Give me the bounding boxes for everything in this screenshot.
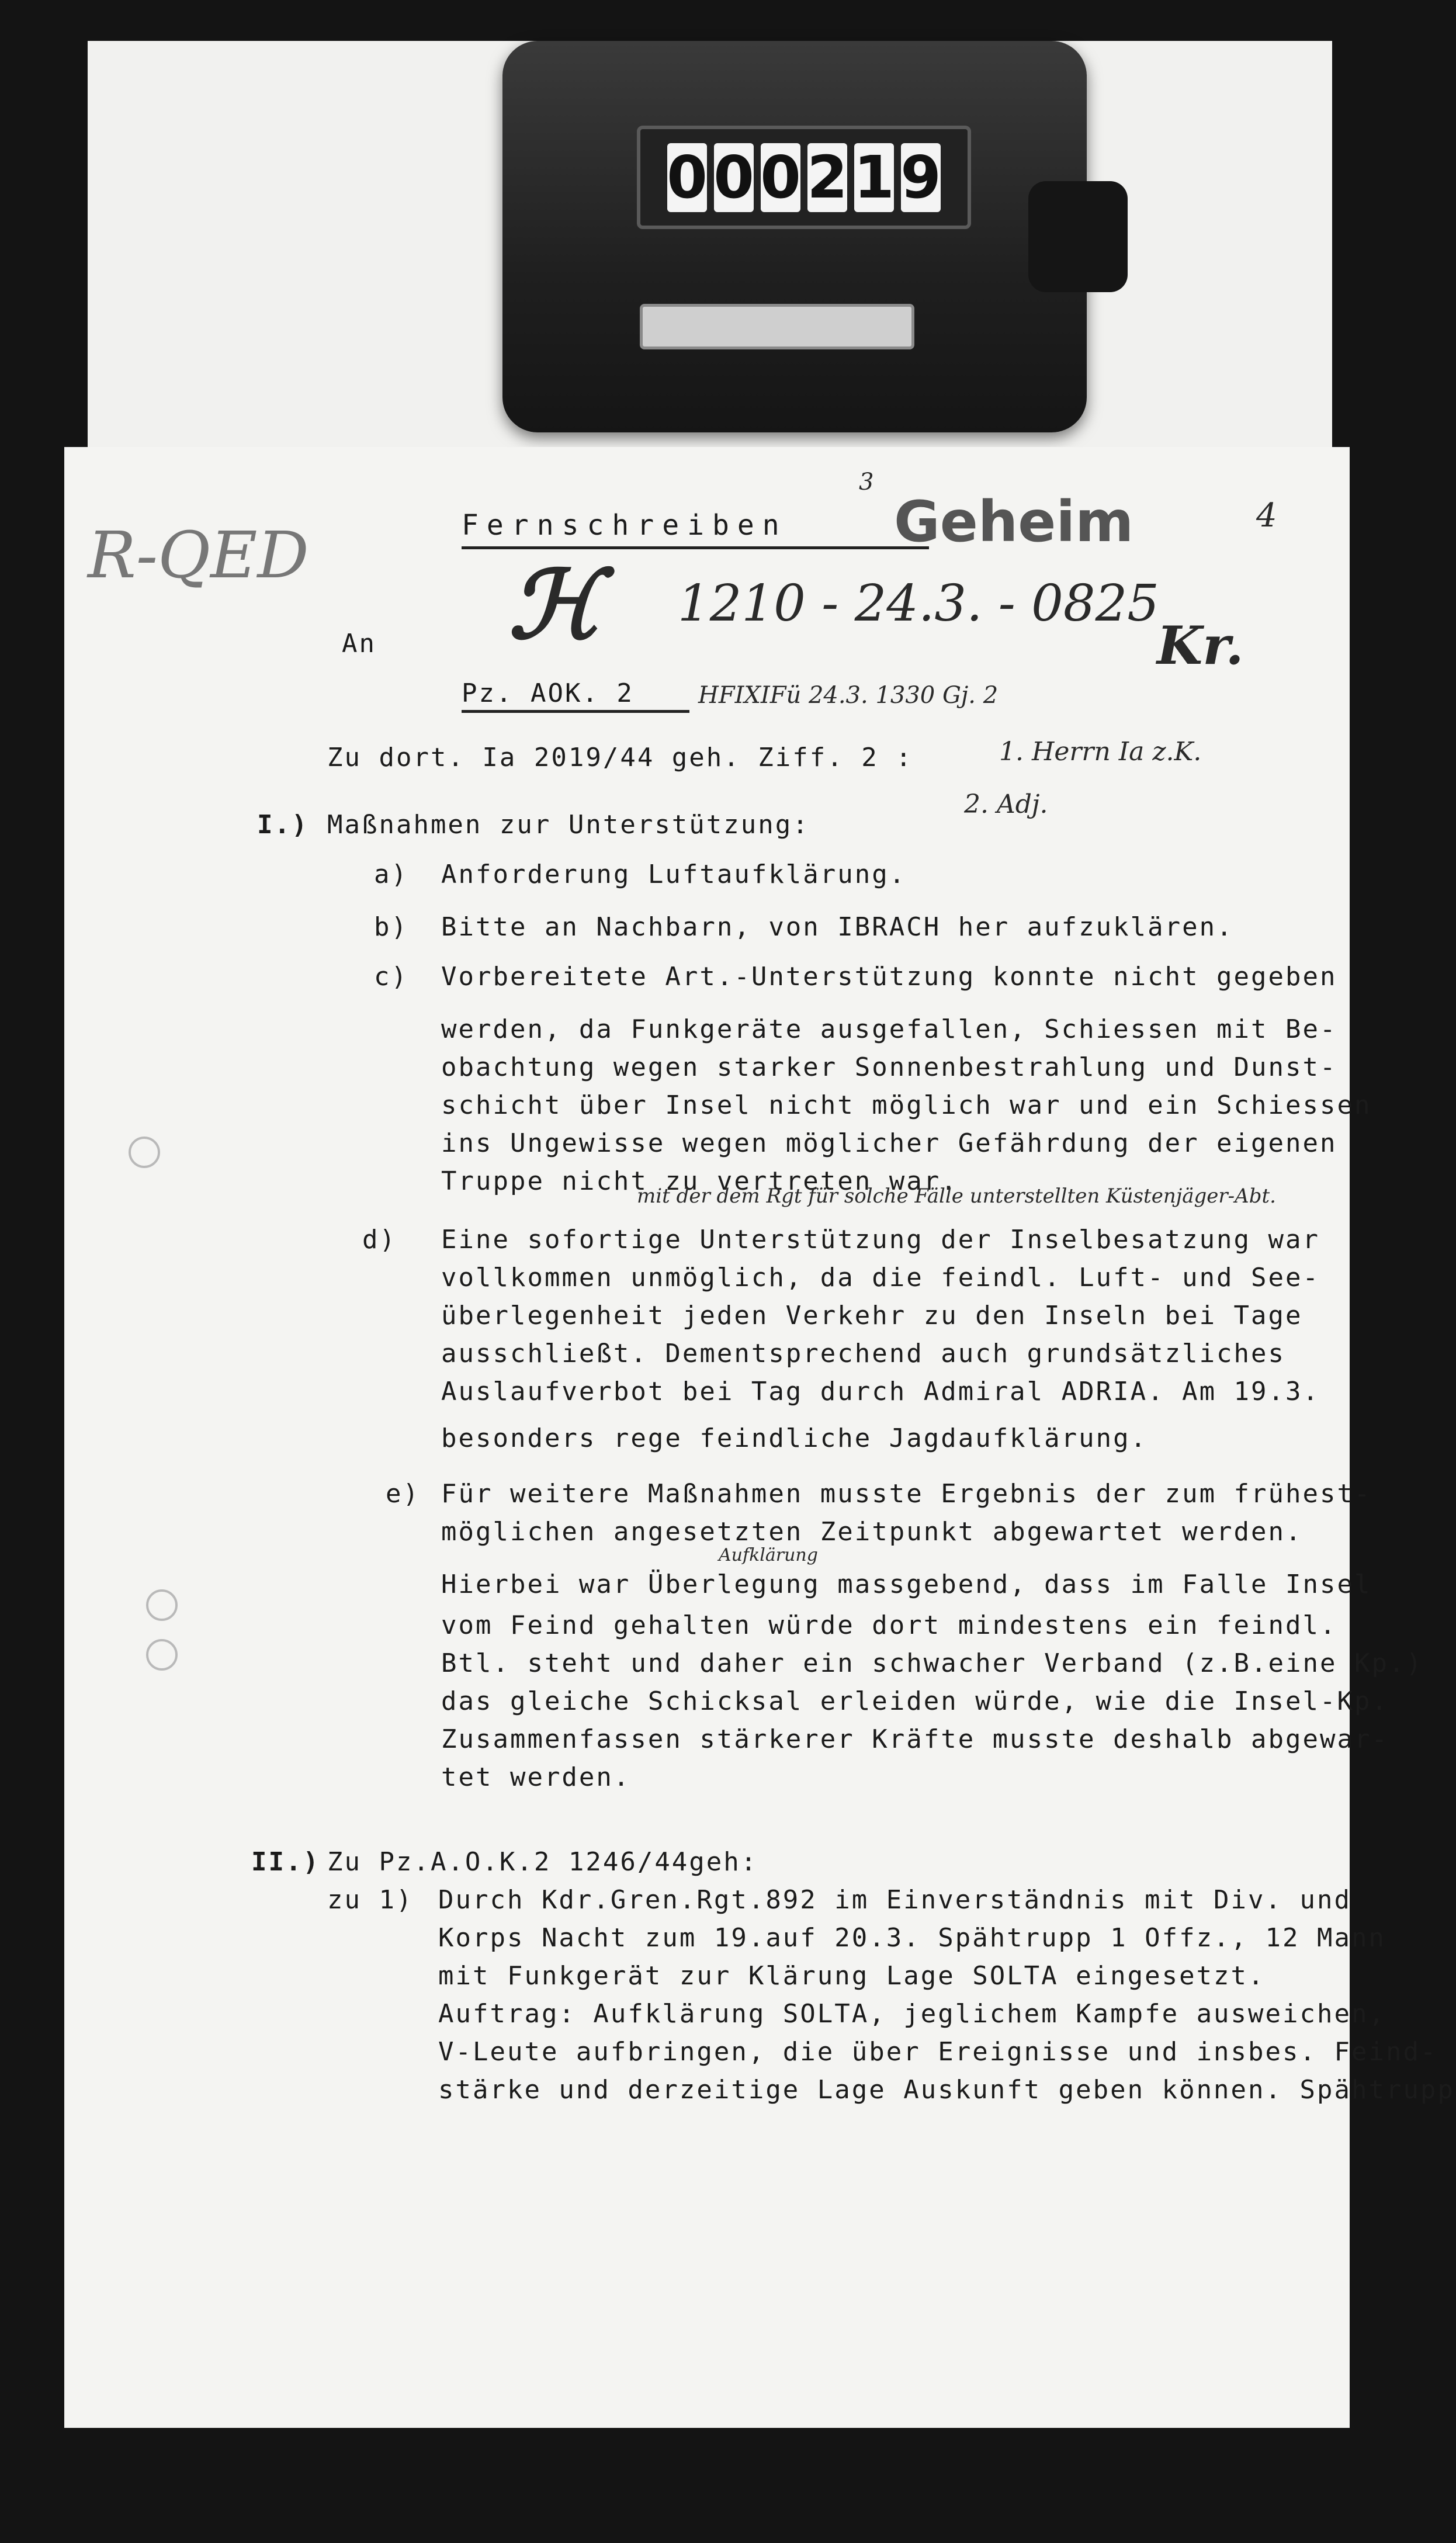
handwritten-annotation: Aufklärung (719, 1545, 818, 1565)
item-line: ausschließt. Dementsprechend auch grundsätzliches (441, 1339, 1286, 1368)
telegram-page (64, 447, 1455, 2428)
counter-digit: 0 (760, 143, 801, 212)
punch-hole (146, 1639, 178, 1671)
item-label: e) (386, 1479, 420, 1509)
item-line: werden, da Funkgeräte ausgefallen, Schiessen mit Be- (441, 1014, 1337, 1044)
section-numeral: I.) (257, 810, 309, 840)
item-line: Truppe nicht zu vertreten war. (441, 1166, 958, 1196)
item-line: Auslaufverbot bei Tag durch Admiral ADRIA. Am 19.3. (441, 1377, 1320, 1406)
item-label: d) (362, 1225, 397, 1255)
counter-digit: 0 (713, 143, 754, 212)
receipt-note: HFIXIFü 24.3. 1330 Gj. 2 (698, 682, 999, 709)
item-line: V-Leute aufbringen, die über Ereignisse und insbes. Feind- (438, 2037, 1438, 2067)
counter-digit: 9 (900, 143, 941, 212)
recipient-label: An (342, 629, 376, 659)
reference-line: Zu dort. Ia 2019/44 geh. Ziff. 2 : (327, 743, 913, 772)
item-line: obachtung wegen starker Sonnenbestrahlung und Dunst- (441, 1052, 1337, 1082)
item-line: Auftrag: Aufklärung SOLTA, jeglichem Kampfe ausweichen, (438, 1999, 1386, 2029)
frame-counter-device (502, 41, 1087, 432)
item-label: a) (374, 860, 408, 889)
punch-hole (146, 1589, 178, 1621)
handwritten-signature-mark: ℋ (508, 550, 601, 660)
document-type-title: Fernschreiben (462, 509, 788, 542)
item-line: Eine sofortige Unterstützung der Inselbesatzung war (441, 1225, 1320, 1255)
item-line: besonders rege feindliche Jagdaufklärung. (441, 1423, 1148, 1453)
margin-initials: Kr. (1157, 615, 1244, 677)
item-line: überlegenheit jeden Verkehr zu den Inseln bei Tage (441, 1301, 1303, 1331)
item-line: Durch Kdr.Gren.Rgt.892 im Einverständnis mit Div. und (438, 1885, 1351, 1915)
item-line: Vorbereitete Art.-Unterstützung konnte nicht gegeben (441, 962, 1337, 992)
item-line: Bitte an Nachbarn, von IBRACH her aufzuklären. (441, 912, 1234, 942)
item-line: stärke und derzeitige Lage Auskunft geben können. Spähtrupp (438, 2075, 1455, 2105)
counter-digit: 1 (854, 143, 895, 212)
item-line: vollkommen unmöglich, da die feindl. Luft- und See- (441, 1263, 1320, 1293)
footnote-mark: 3 (859, 469, 874, 496)
item-line: möglichen angesetzten Zeitpunkt abgewartet werden. (441, 1517, 1303, 1547)
recipient: Pz. AOK. 2 (462, 678, 634, 708)
item-line: mit Funkgerät zur Klärung Lage SOLTA eingesetzt. (438, 1961, 1266, 1991)
item-line: Für weitere Maßnahmen musste Ergebnis der zum frühest- (441, 1479, 1372, 1509)
item-line: Anforderung Luftaufklärung. (441, 860, 907, 889)
sub-label: zu 1) (327, 1885, 414, 1915)
reference-mark: R-QED (88, 518, 309, 593)
item-line: Hierbei war Überlegung massgebend, dass im Falle Insel (441, 1570, 1372, 1599)
punch-hole (129, 1137, 160, 1168)
section-heading: Zu Pz.A.O.K.2 1246/44geh: (327, 1847, 758, 1877)
title-underline (462, 546, 929, 549)
counter-digit: 0 (667, 143, 708, 212)
item-line: ins Ungewisse wegen möglicher Gefährdung der eigenen (441, 1128, 1337, 1158)
corner-mark: 4 (1256, 497, 1277, 535)
handwritten-annotation: mit der dem Rgt für solche Fälle unterstellten Küstenjäger-Abt. (637, 1184, 1276, 1208)
item-label: b) (374, 912, 408, 942)
item-line: schicht über Insel nicht möglich war und ein Schiessen (441, 1090, 1372, 1120)
handwritten-timestamp: 1210 - 24.3. - 0825 (678, 574, 1160, 633)
item-line: Btl. steht und daher ein schwacher Verband (z.B.eine Kp.) (441, 1648, 1423, 1678)
section-numeral: II.) (251, 1847, 320, 1877)
counter-nameplate (640, 304, 914, 349)
counter-knob (1028, 181, 1128, 292)
recipient-underline (462, 710, 689, 713)
counter-digit: 2 (807, 143, 848, 212)
item-line: das gleiche Schicksal erleiden würde, wie die Insel-Kp. (441, 1686, 1389, 1716)
classification-stamp: Geheim (894, 489, 1134, 555)
item-line: tet werden. (441, 1762, 631, 1792)
counter-window (637, 126, 971, 229)
item-line: vom Feind gehalten würde dort mindestens ein feindl. (441, 1610, 1337, 1640)
margin-note: 1. Herrn Ia z.K. (999, 737, 1202, 767)
item-line: Korps Nacht zum 19.auf 20.3. Spähtrupp 1 Offz., 12 Mann (438, 1923, 1386, 1953)
item-label: c) (374, 962, 408, 992)
item-line: Zusammenfassen stärkerer Kräfte musste deshalb abgewar- (441, 1724, 1389, 1754)
section-heading: Maßnahmen zur Unterstützung: (327, 810, 810, 840)
margin-note: 2. Adj. (964, 789, 1048, 819)
